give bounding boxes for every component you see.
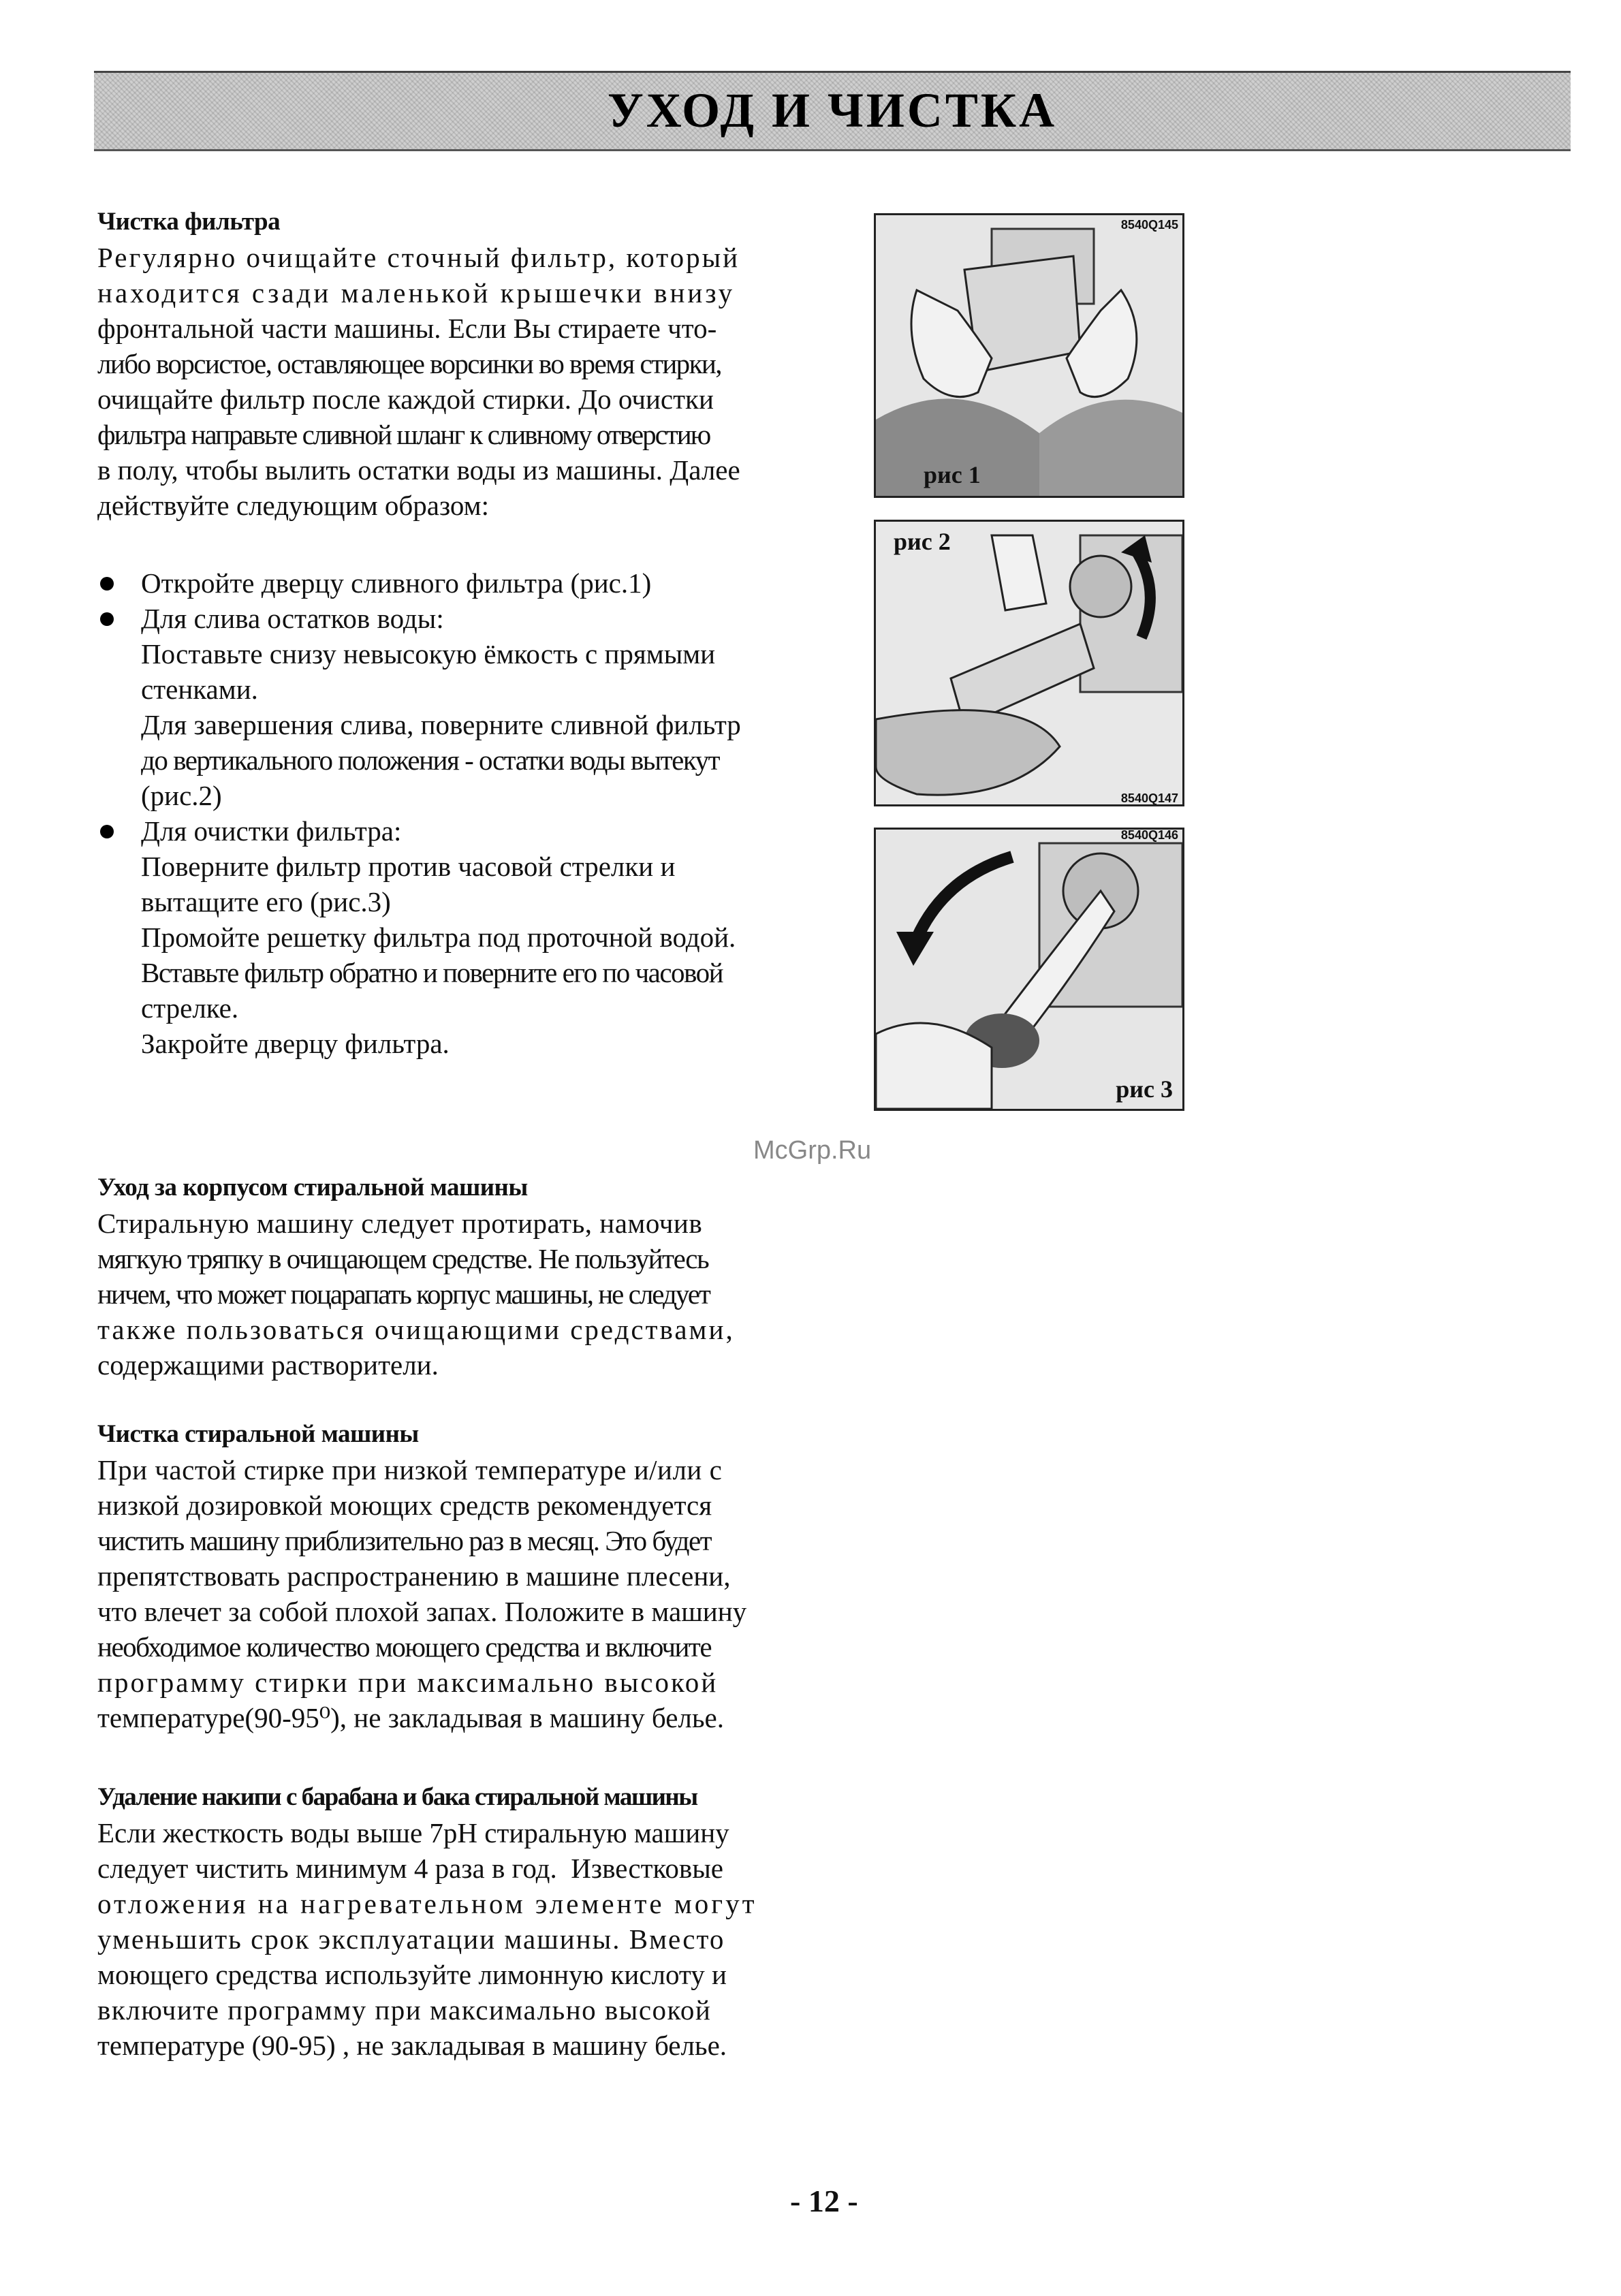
machine-clean-line: температуре(90-95⁰), не закладывая в машину белье.	[97, 1702, 724, 1733]
body-care-line: Стиральную машину следует протирать, намочив	[97, 1208, 703, 1239]
filter-steps-list	[97, 565, 813, 1061]
filter-section	[97, 204, 806, 523]
list-item-text: Вставьте фильтр обратно и поверните его по часовой	[141, 957, 723, 988]
descaling-line: отложения на нагревательном элементе могут	[97, 1888, 757, 1919]
list-item	[97, 565, 813, 601]
descaling-line: Если жесткость воды выше 7pH стиральную машину	[97, 1817, 729, 1849]
machine-clean-line: При частой стирке при низкой температуре и/или с	[97, 1454, 723, 1485]
filter-intro-line: фильтра направьте сливной шланг к сливному отверстию	[97, 419, 710, 450]
machine-clean-line: необходимое количество моющего средства и включите	[97, 1631, 712, 1663]
figure-1-label: рис 1	[924, 461, 981, 488]
figure-2-code: 8540Q147	[1120, 791, 1178, 805]
filter-heading: Чистка фильтра	[97, 208, 281, 236]
filter-intro-line: фронтальной части машины. Если Вы стираете что-	[97, 313, 717, 344]
filter-intro-line: находится сзади маленькой крышечки внизу	[97, 277, 736, 309]
figure-3-code: 8540Q146	[1120, 828, 1178, 842]
filter-intro-line: либо ворсистое, оставляющее ворсинки во время стирки,	[97, 348, 721, 379]
machine-clean-line: низкой дозировкой моющих средств рекомендуется	[97, 1490, 712, 1521]
filter-intro	[97, 240, 806, 523]
list-item-text: Откройте дверцу сливного фильтра (рис.1)	[141, 567, 652, 599]
bullet-icon	[100, 577, 114, 591]
list-item-text: Закройте дверцу фильтра.	[141, 1028, 450, 1059]
figure-2-label: рис 2	[894, 528, 951, 555]
list-item	[97, 813, 813, 1061]
filter-removal-illustration	[876, 830, 1182, 1109]
list-item-text: Поставьте снизу невысокую ёмкость с прямыми	[141, 638, 716, 670]
filter-intro-line: Регулярно очищайте сточный фильтр, который	[97, 242, 740, 273]
body-care-line: также пользоваться очищающими средствами,	[97, 1314, 735, 1345]
machine-clean-section	[97, 1417, 806, 1735]
bullet-icon	[100, 825, 114, 838]
filter-intro-line: в полу, чтобы вылить остатки воды из машины. Далее	[97, 454, 740, 486]
list-item-text: вытащите его (рис.3)	[141, 886, 391, 917]
figure-3	[874, 828, 1184, 1111]
machine-clean-line: препятствовать распространению в машине плесени,	[97, 1560, 731, 1592]
figure-1	[874, 213, 1184, 498]
machine-clean-line: программу стирки при максимально высокой	[97, 1667, 719, 1698]
figure-3-label: рис 3	[1116, 1075, 1173, 1103]
filter-door-illustration	[876, 215, 1182, 496]
figure-1-code: 8540Q145	[1120, 218, 1178, 232]
list-item-text: (рис.2)	[141, 780, 222, 811]
body-care-line: ничем, что может поцарапать корпус машины, не следует	[97, 1278, 710, 1310]
descaling-section	[97, 1780, 806, 2063]
descaling-line: уменьшить срок эксплуатации машины. Вместо	[97, 1923, 725, 1955]
watermark: McGrp.Ru	[753, 1136, 872, 1165]
descaling-line: включите программу при максимально высокой	[97, 1994, 712, 2026]
body-care-heading: Уход за корпусом стиральной машины	[97, 1174, 528, 1201]
page-title: УХОД И ЧИСТКА	[607, 83, 1058, 138]
body-care-section	[97, 1170, 806, 1383]
list-item	[97, 601, 813, 813]
page-number: - 12 -	[790, 2184, 858, 2218]
figure-2	[874, 520, 1184, 806]
machine-clean-heading: Чистка стиральной машины	[97, 1420, 419, 1448]
descaling-line: моющего средства используйте лимонную кислоту и	[97, 1959, 727, 1990]
filter-intro-line: действуйте следующим образом:	[97, 490, 489, 521]
descaling-line: температуре (90-95) , не закладывая в машину белье.	[97, 2030, 727, 2061]
list-item-text: Для слива остатков воды:	[141, 603, 444, 634]
machine-clean-line: чистить машину приблизительно раз в месяц. Это будет	[97, 1525, 712, 1556]
drain-illustration	[876, 522, 1182, 804]
filter-intro-line: очищайте фильтр после каждой стирки. До очистки	[97, 383, 714, 415]
list-item-text: Промойте решетку фильтра под проточной водой.	[141, 922, 736, 953]
list-item-text: стенками.	[141, 674, 258, 705]
list-item-text: Поверните фильтр против часовой стрелки и	[141, 851, 676, 882]
machine-clean-line: что влечет за собой плохой запах. Положите в машину	[97, 1596, 747, 1627]
body-care-line: мягкую тряпку в очищающем средстве. Не пользуйтесь	[97, 1243, 709, 1274]
descaling-line: следует чистить минимум 4 раза в год. Известковые	[97, 1853, 723, 1884]
page-header-band	[94, 71, 1571, 151]
list-item-text: Для завершения слива, поверните сливной фильтр	[141, 709, 741, 740]
list-item-text: до вертикального положения - остатки воды вытекут	[141, 744, 720, 776]
bullet-icon	[100, 612, 114, 626]
list-item-text: Для очистки фильтра:	[141, 815, 402, 847]
list-item-text: стрелке.	[141, 992, 239, 1024]
descaling-heading: Удаление накипи с барабана и бака стиральной машины	[97, 1783, 697, 1811]
body-care-line: содержащими растворители.	[97, 1349, 439, 1381]
